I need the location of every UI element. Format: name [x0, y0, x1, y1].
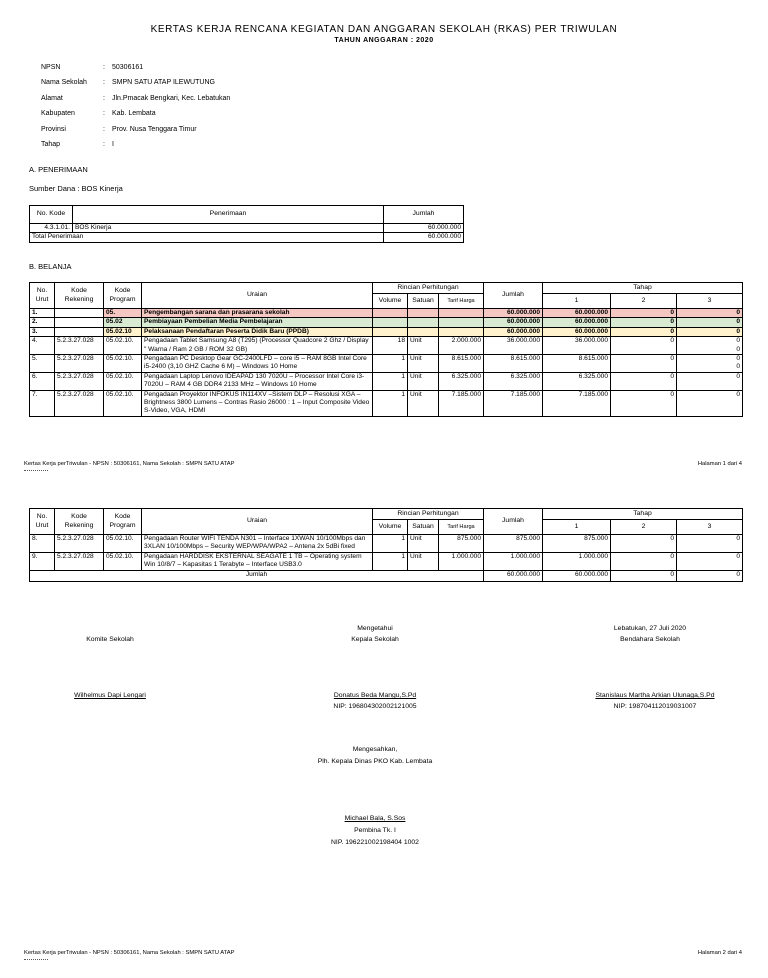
- cell-rek: [55, 327, 104, 336]
- kepsek-nip: NIP: 196804302002121005: [333, 703, 417, 710]
- cell-rek: 5.2.3.27.028: [55, 390, 104, 416]
- cell-t3: 0: [677, 318, 743, 327]
- cell-vol: 1: [373, 552, 408, 570]
- funding-source: Sumber Dana : BOS Kinerja: [29, 184, 123, 193]
- cell-t1: 60.000.000: [543, 318, 611, 327]
- col-rincian: Rincian Perhitungan: [373, 509, 484, 520]
- cell-uraian: Pengadaan Laptop Lenovo IDEAPAD 130 7020U – Processor Intel Core i3-7020U – RAM 4 GB DDR4 2133 MHz – Windows 10 Home: [142, 372, 373, 390]
- cell-t1: 6.325.000: [543, 372, 611, 390]
- bendahara-nip: NIP: 198704112019031007: [613, 703, 697, 710]
- cell-prog: 05.: [104, 309, 142, 318]
- cell-tarif: 875.000: [439, 535, 484, 553]
- cell-sat: [408, 318, 439, 327]
- cell-tarif: [439, 309, 484, 318]
- cell-t1: 7.185.000: [543, 390, 611, 416]
- col-satuan: Satuan: [408, 520, 439, 535]
- cell-jumlah: 60.000.000: [484, 327, 543, 336]
- cell-vol: 1: [373, 372, 408, 390]
- cell-prog: 05.02.10: [104, 327, 142, 336]
- cell-sat: Unit: [408, 355, 439, 373]
- cell-rek: [55, 318, 104, 327]
- page-footer-left: Kertas Kerja perTriwulan - NPSN : 50306161, Nama Sekolah : SMPN SATU ATAP: [24, 950, 235, 956]
- cell-no: 4.: [30, 337, 55, 355]
- cell-prog: 05.02.10.: [104, 372, 142, 390]
- cell-t3: 0: [677, 552, 743, 570]
- cell-vol: 1: [373, 355, 408, 373]
- cell-vol: 1: [373, 390, 408, 416]
- table-row: [30, 390, 743, 416]
- cell-no: 8.: [30, 535, 55, 553]
- cell-no: 3.: [30, 327, 55, 336]
- cell-t2: 0: [611, 390, 677, 416]
- belanja-table-page1: [29, 282, 743, 417]
- col-kode-rekening: Kode Rekening: [55, 509, 104, 535]
- table-row: [30, 337, 743, 355]
- komite-title: Komite Sekolah: [86, 636, 134, 643]
- col-kode-program: Kode Program: [104, 283, 142, 309]
- footer-divider: [24, 959, 48, 960]
- cell-jumlah: 1.000.000: [484, 552, 543, 570]
- cell-sat: Unit: [408, 372, 439, 390]
- kadis-title: Plh. Kepala Dinas PKO Kab. Lembata: [317, 758, 433, 765]
- cell-tarif: 6.325.000: [439, 372, 484, 390]
- cell-t1: 8.615.000: [543, 355, 611, 373]
- kepsek-title: Kepala Sekolah: [351, 636, 399, 643]
- place-date: Lebatukan, 27 Juli 2020: [613, 625, 687, 632]
- cell-t3: 0: [677, 327, 743, 336]
- cell-t3: 0: [677, 535, 743, 553]
- col-tahap-1: 1: [543, 294, 611, 309]
- col-uraian: Uraian: [142, 283, 373, 309]
- cell-no: 5.: [30, 355, 55, 373]
- cell-jumlah: 6.325.000: [484, 372, 543, 390]
- total-row: Total Penerimaan 60.000.000: [30, 233, 464, 242]
- table-row: [30, 318, 743, 327]
- col-jumlah: Jumlah: [384, 206, 464, 224]
- page-number: Halaman 2 dari 4: [697, 950, 742, 956]
- footer-divider: [24, 470, 48, 471]
- cell-uraian: Pembiayaan Pembelian Media Pembelajaran: [142, 318, 373, 327]
- col-tahap: Tahap: [543, 283, 743, 294]
- kadis-rank: Pembina Tk. I: [354, 827, 396, 834]
- cell-jumlah: 36.000.000: [484, 337, 543, 355]
- table-row: [30, 535, 743, 553]
- cell-uraian: Pengadaan Proyektor INFOKUS IN114XV –Sistem DLP – Resolusi XGA – Brightness 3800 Lumens – Contras Rasio 26000 : 1 – Input Composite Video S-Video, VGA, HDMI: [142, 390, 373, 416]
- page-footer-left: Kertas Kerja perTriwulan - NPSN : 50306161, Nama Sekolah : SMPN SATU ATAP: [24, 461, 235, 467]
- col-tahap-3: 3: [677, 520, 743, 535]
- col-tahap-2: 2: [611, 294, 677, 309]
- cell-t3: 0: [677, 390, 743, 416]
- col-tahap-3: 3: [677, 294, 743, 309]
- cell-t2: 0: [611, 327, 677, 336]
- cell-t2: 0: [611, 318, 677, 327]
- col-uraian: Uraian: [142, 509, 373, 535]
- col-volume: Volume: [373, 520, 408, 535]
- cell-uraian: Pengadaan HARDDISK EKSTERNAL SEAGATE 1 TB – Operating system Win 10/8/7 – Kapasitas 1 Terabyte – Interface USB3.0: [142, 552, 373, 570]
- cell-t1: 1.000.000: [543, 552, 611, 570]
- table-row: [30, 309, 743, 318]
- cell-rek: 5.2.3.27.028: [55, 535, 104, 553]
- cell-prog: 05.02.10.: [104, 390, 142, 416]
- bendahara-name: Stanislaus Martha Arkian Ulunaga,S.Pd: [595, 692, 715, 699]
- col-jumlah: Jumlah: [484, 283, 543, 309]
- kadis-nip: NIP. 196221002198404 1002: [331, 839, 419, 846]
- bendahara-title: Bendahara Sekolah: [620, 636, 680, 643]
- cell-rek: 5.2.3.27.028: [55, 355, 104, 373]
- cell-tarif: [439, 318, 484, 327]
- cell-tarif: [439, 327, 484, 336]
- cell-t3: 0 0: [677, 355, 743, 373]
- cell-prog: 05.02.10.: [104, 337, 142, 355]
- cell-uraian: Pengadaan Router WIFI TENDA N301 – Interface 1XWAN 10/100Mbps dan 3XLAN 10/100Mbps – Security WEP/WPA/WPA2 – Antena 2x 5dBi fixed: [142, 535, 373, 553]
- cell-t2: 0: [611, 337, 677, 355]
- col-no: No. Urut: [30, 509, 55, 535]
- total-row: Jumlah 60.000.000 60.000.000 0 0: [30, 570, 743, 581]
- col-tarif: Tarif Harga: [439, 294, 484, 309]
- cell-vol: [373, 318, 408, 327]
- col-rincian: Rincian Perhitungan: [373, 283, 484, 294]
- cell-tarif: 7.185.000: [439, 390, 484, 416]
- cell-t1: 60.000.000: [543, 309, 611, 318]
- cell-no: 1.: [30, 309, 55, 318]
- col-volume: Volume: [373, 294, 408, 309]
- penerimaan-table: [29, 205, 464, 243]
- col-jumlah: Jumlah: [484, 509, 543, 535]
- cell-jumlah: 60.000.000: [484, 309, 543, 318]
- kepsek-name: Donatus Beda Mangu,S.Pd: [333, 692, 417, 699]
- cell-prog: 05.02.10.: [104, 535, 142, 553]
- cell-jumlah: 875.000: [484, 535, 543, 553]
- cell-vol: 1: [373, 535, 408, 553]
- cell-jumlah: 7.185.000: [484, 390, 543, 416]
- kadis-name: Michael Bala, S.Sos: [344, 815, 406, 822]
- cell-t1: 36.000.000: [543, 337, 611, 355]
- cell-t2: 0: [611, 552, 677, 570]
- cell-prog: 05.02.10.: [104, 552, 142, 570]
- cell-jumlah: 60.000.000: [484, 318, 543, 327]
- table-row: [30, 355, 743, 373]
- table-row: 4.3.1.01. BOS Kinerja 60.000.000: [30, 224, 464, 233]
- cell-sat: Unit: [408, 390, 439, 416]
- cell-t3: 0 0: [677, 337, 743, 355]
- cell-no: 2.: [30, 318, 55, 327]
- col-satuan: Satuan: [408, 294, 439, 309]
- cell-no: 6.: [30, 372, 55, 390]
- cell-t1: 60.000.000: [543, 327, 611, 336]
- table-row: [30, 372, 743, 390]
- cell-rek: 5.2.3.27.028: [55, 372, 104, 390]
- section-penerimaan-heading: A. PENERIMAAN: [29, 165, 88, 174]
- cell-tarif: 2.000.000: [439, 337, 484, 355]
- table-row: [30, 552, 743, 570]
- cell-sat: Unit: [408, 535, 439, 553]
- cell-tarif: 1.000.000: [439, 552, 484, 570]
- cell-t3: 0: [677, 372, 743, 390]
- cell-t1: 875.000: [543, 535, 611, 553]
- col-tahap-2: 2: [611, 520, 677, 535]
- komite-name: Wilhelmus Dapi Lengari: [74, 692, 146, 699]
- cell-uraian: Pengembangan sarana dan prasarana sekolah: [142, 309, 373, 318]
- cell-t3: 0: [677, 309, 743, 318]
- document-title: KERTAS KERJA RENCANA KEGIATAN DAN ANGGARAN SEKOLAH (RKAS) PER TRIWULAN: [150, 24, 618, 35]
- cell-t2: 0: [611, 372, 677, 390]
- cell-prog: 05.02: [104, 318, 142, 327]
- cell-sat: Unit: [408, 552, 439, 570]
- cell-sat: [408, 327, 439, 336]
- cell-jumlah: 8.615.000: [484, 355, 543, 373]
- col-tahap: Tahap: [543, 509, 743, 520]
- page-number: Halaman 1 dari 4: [697, 461, 742, 467]
- cell-t2: 0: [611, 535, 677, 553]
- cell-sat: [408, 309, 439, 318]
- cell-uraian: Pengadaan PC Desktop Gear GC-2400LFD – core i5 – RAM 8GB Intel Core i5-2400 (3,10 GHZ Cache 6 M) – Windows 10 Home: [142, 355, 373, 373]
- col-kode-rekening: Kode Rekening: [55, 283, 104, 309]
- cell-uraian: Pengadaan Tablet Samsung A8 (T295) (Processor Quadcore 2 Ghz / Display " Warna / Ram 2 GB / ROM 32 GB): [142, 337, 373, 355]
- cell-uraian: Pelaksanaan Pendaftaran Peserta Didik Baru (PPDB): [142, 327, 373, 336]
- cell-rek: 5.2.3.27.028: [55, 337, 104, 355]
- cell-no: 9.: [30, 552, 55, 570]
- col-tahap-1: 1: [543, 520, 611, 535]
- belanja-table-page2: [29, 508, 743, 582]
- cell-t2: 0: [611, 309, 677, 318]
- col-kode: No. Kode: [30, 206, 73, 224]
- section-belanja-heading: B. BELANJA: [29, 262, 72, 271]
- cell-tarif: 8.615.000: [439, 355, 484, 373]
- cell-sat: Unit: [408, 337, 439, 355]
- cell-rek: [55, 309, 104, 318]
- cell-rek: 5.2.3.27.028: [55, 552, 104, 570]
- col-tarif: Tarif Harga: [439, 520, 484, 535]
- cell-prog: 05.02.10.: [104, 355, 142, 373]
- col-no: No. Urut: [30, 283, 55, 309]
- mengetahui-label: Mengetahui: [357, 625, 393, 632]
- cell-vol: 18: [373, 337, 408, 355]
- cell-vol: [373, 309, 408, 318]
- table-row: [30, 327, 743, 336]
- budget-year: TAHUN ANGGARAN : 2020: [334, 37, 434, 44]
- cell-no: 7.: [30, 390, 55, 416]
- cell-vol: [373, 327, 408, 336]
- mengesahkan-label: Mengesahkan,: [352, 746, 398, 753]
- cell-t2: 0: [611, 355, 677, 373]
- col-kode-program: Kode Program: [104, 509, 142, 535]
- col-penerimaan: Penerimaan: [73, 206, 384, 224]
